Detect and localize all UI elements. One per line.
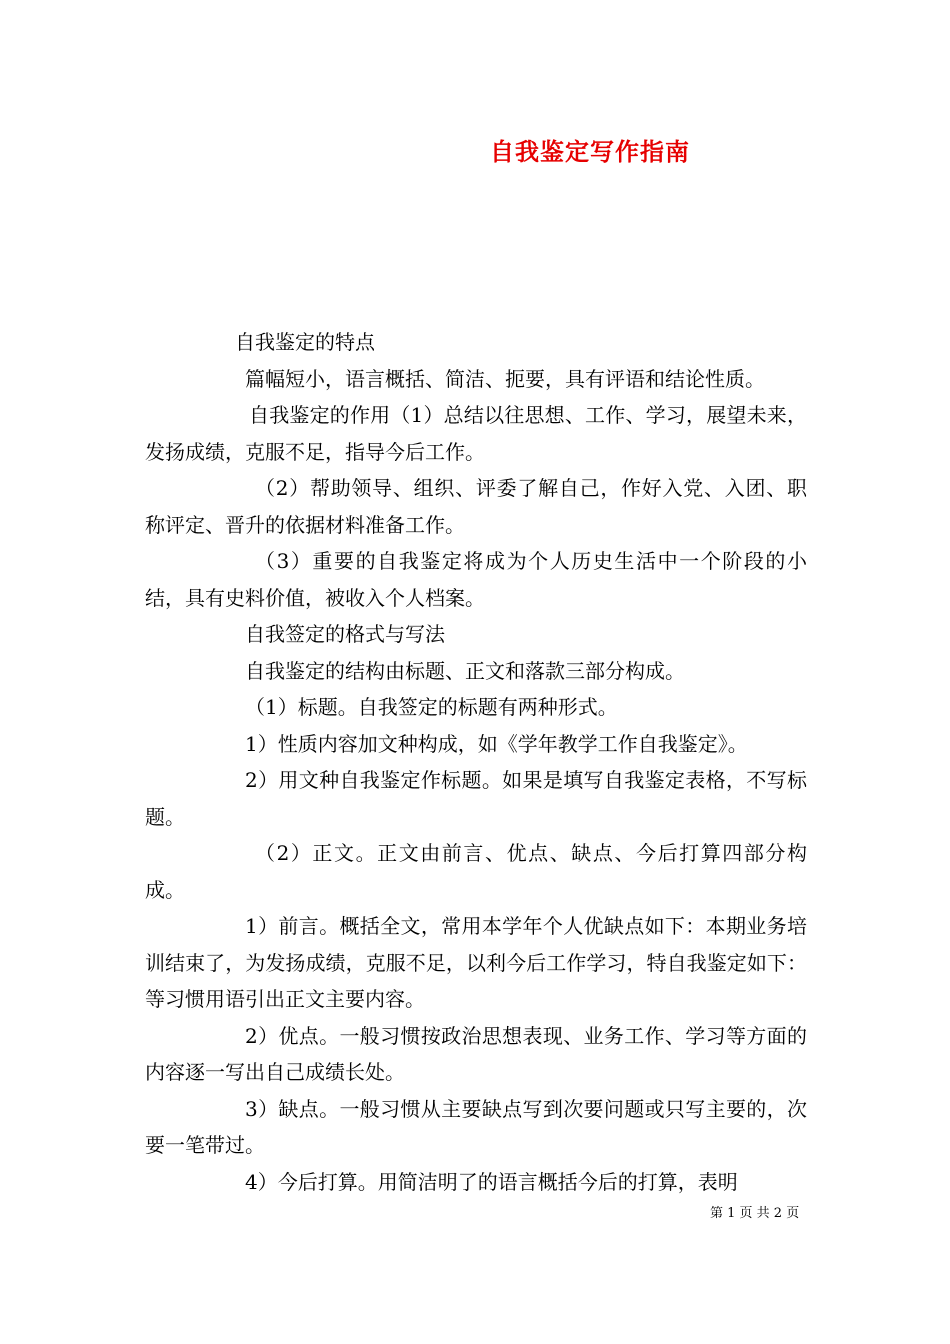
paragraph: 1）性质内容加文种构成，如《学年教学工作自我鉴定》。 [245,731,748,756]
paragraph: 1）前言。概括全文，常用本学年个人优缺点如下：本期业务培训结束了，为发扬成绩，克服不足，以利今后工作学习，特自我鉴定如下：等习惯用语引出正文主要内容。 [145,914,807,1011]
paragraph: （2）帮助领导、组织、评委了解自己，作好入党、入团、职称评定、晋升的依据材料准备工作。 [145,476,807,537]
paragraph: 2）用文种自我鉴定作标题。如果是填写自我鉴定表格，不写标题。 [145,768,807,829]
document-title: 自我鉴定写作指南 [490,137,690,166]
paragraph: 自我鉴定的结构由标题、正文和落款三部分构成。 [245,658,685,683]
paragraph: 3）缺点。一般习惯从主要缺点写到次要问题或只写主要的，次要一笔带过。 [145,1096,807,1157]
paragraph: 自我鉴定的特点 [235,330,375,354]
paragraph: 2）优点。一般习惯按政治思想表现、业务工作、学习等方面的内容逐一写出自己成绩长处。 [145,1023,807,1084]
document-body [145,324,807,1200]
paragraph: （3）重要的自我鉴定将成为个人历史生活中一个阶段的小结，具有史料价值，被收入个人档案。 [145,549,807,610]
paragraph: 自我签定的格式与写法 [245,622,445,646]
paragraph: 4）今后打算。用简洁明了的语言概括今后的打算，表明 [245,1169,738,1194]
paragraph: （1）标题。自我签定的标题有两种形式。 [245,695,618,719]
paragraph: 篇幅短小，语言概括、简洁、扼要，具有评语和结论性质。 [245,366,765,391]
page-number-footer: 第 1 页 共 2 页 [710,1206,800,1221]
paragraph: （2）正文。正文由前言、优点、缺点、今后打算四部分构成。 [145,841,807,902]
paragraph: 自我鉴定的作用（1）总结以往思想、工作、学习，展望未来，发扬成绩，克服不足，指导今后工作。 [145,403,807,464]
